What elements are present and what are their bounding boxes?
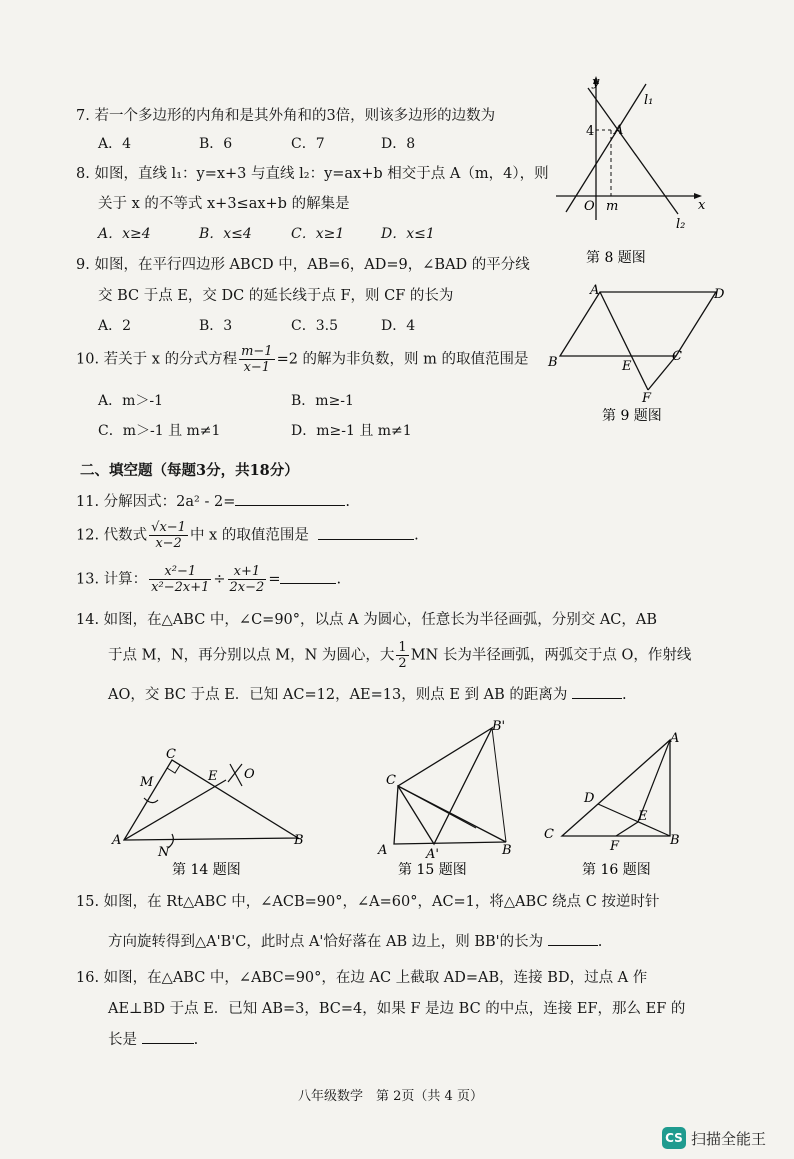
arc-o-1 [230,764,242,786]
fig16-label-a: A [670,731,680,746]
q10-option-a: A．m＞-1 [98,393,164,409]
fig16-label-b: B [670,833,680,848]
q14-stem-line2: 于点 M，N，再分别以点 M，N 为圆心，大 $\frac{1}{2}$ MN 长为半径画弧，两弧交于点 O，作射线 [108,640,692,671]
q14-half-fraction: $\frac{1}{2}$ [398,640,407,671]
triangle-abc [562,740,670,836]
fig14-label-m: M [140,775,154,790]
q9-option-a: A．2 [98,318,132,334]
fig15-label-b: B [502,843,512,858]
q12-fraction: $\frac{√x-1}{x-2}$ [151,520,186,551]
q9-stem-line1: 9. 如图，在平行四边形 ABCD 中，AB=6，AD=9，∠BAD 的平分线 [76,257,530,273]
segment-bd [598,804,670,836]
fig8-label-y: y [592,75,600,90]
q15-stem-line1: 15. 如图，在 Rt△ABC 中，∠ACB=90°，∠A=60°，AC=1，将△ABC 绕点 C 按逆时针 [76,894,660,910]
line-l2 [588,88,678,214]
fig8-label-x: x [698,198,706,213]
q13-stem: 13. 计算： $\frac{\text{x²−1}}{\text{x²−2x+1}}$ ÷ $\frac{x+1}{2x-2}$ = . [76,564,342,595]
fig8-label-m: m [606,199,619,214]
fig16-label-c: C [544,827,554,842]
figure-8-graph [548,72,708,270]
q13-fraction-1: $\frac{\text{x²−1}}{\text{x²−2x+1}}$ [151,564,210,595]
q7-option-b: B．6 [199,136,233,152]
fig14-label-n: N [158,845,170,860]
segment-ef [616,822,638,836]
fig16-label-d: D [584,791,595,806]
q8-option-a: A．x≥4 [98,226,151,242]
figure-16-triangle [540,726,690,880]
arc-o-2 [228,764,242,782]
fig8-label-4: 4 [586,124,595,139]
fig9-label-f: F [642,391,652,406]
fig14-label-a: A [112,833,122,848]
scanner-logo [662,1125,766,1151]
section-2-heading: 二、填空题（每题3分，共18分） [80,462,299,479]
fig15-label-c: C [386,773,396,788]
q13-answer-blank[interactable] [280,583,336,584]
q11-answer-blank[interactable] [235,505,345,506]
q7-stem: 7. 若一个多边形的内角和是其外角和的3倍，则该多边形的边数为 [76,108,496,124]
fig16-label-f: F [610,839,620,854]
bisector-af [600,292,648,390]
fig15-label-ap: A' [426,847,439,862]
cs-logo-icon: CS [662,1127,686,1149]
fig14-caption: 第 14 题图 [172,862,241,878]
q11-stem: 11. 分解因式：2a² - 2= . [76,494,350,510]
q10-fraction: $\frac{m-1}{x-1}$ [241,344,273,375]
fig9-label-a: A [590,283,600,298]
fig9-caption: 第 9 题图 [602,408,662,424]
q10-option-d: D．m≥-1 且 m≠1 [291,423,412,439]
fig8-label-origin: O [584,199,595,214]
q16-stem-line1: 16. 如图，在△ABC 中，∠ABC=90°，在边 AC 上截取 AD=AB，连接 BD，过点 A 作 [76,970,648,986]
triangle-abc [394,786,506,844]
triangle-apbpc [398,728,492,844]
fig9-label-b: B [548,355,558,370]
scanner-app-name: 扫描全能王 [691,1129,767,1148]
figure-9-parallelogram [544,280,734,428]
q8-option-b: B．x≤4 [199,226,252,242]
q12-stem: 12. 代数式 $\frac{√x-1}{x-2}$ 中 x 的取值范围是 . [76,520,419,551]
fig9-label-d: D [714,287,725,302]
q14-stem-line3: AO，交 BC 于点 E．已知 AC=12，AE=13，则点 E 到 AB 的距离为 . [108,687,627,703]
q10-option-c: C．m＞-1 且 m≠1 [98,423,221,439]
q10-option-b: B．m≥-1 [291,393,354,409]
fig8-label-l1: l₁ [644,93,654,108]
q16-stem-line2: AE⊥BD 于点 E．已知 AB=3，BC=4，如果 F 是边 BC 的中点，连接 EF，那么 EF 的 [108,1001,686,1017]
q9-stem-line2: 交 BC 于点 E，交 DC 的延长线于点 F，则 CF 的长为 [98,288,454,304]
fig15-caption: 第 15 题图 [398,862,467,878]
fig14-label-e: E [208,769,218,784]
q15-stem-line2: 方向旋转得到△A'B'C，此时点 A'恰好落在 AB 边上，则 BB'的长为 . [108,934,603,950]
q9-option-b: B．3 [199,318,233,334]
q15-answer-blank[interactable] [548,945,598,946]
q8-option-d: D．x≤1 [381,226,435,242]
inner-line [398,786,476,828]
q9-option-c: C．3.5 [291,318,338,334]
fig16-label-e: E [638,809,648,824]
figure-14-triangle [108,740,318,880]
q8-stem-line2: 关于 x 的不等式 x+3≤ax+b 的解集是 [98,196,350,212]
fig8-caption: 第 8 题图 [586,250,646,266]
q8-option-c: C．x≥1 [291,226,345,242]
segment-bbp [492,728,506,842]
q10-stem: 10. 若关于 x 的分式方程 $\frac{m-1}{x-1}$ =2 的解为非负数，则 m 的取值范围是 [76,344,529,375]
fig14-label-c: C [166,747,176,762]
q16-stem-line3: 长是 . [108,1032,199,1048]
line-l1 [566,84,646,212]
fig14-label-o: O [244,767,255,782]
q9-option-d: D．4 [381,318,416,334]
fig9-label-c: C [672,349,682,364]
fig14-label-b: B [294,833,304,848]
parallelogram-abcd [560,292,716,356]
q12-answer-blank[interactable] [318,539,414,540]
fig8-label-a: A [614,123,624,138]
arc-m [144,798,158,803]
q14-answer-blank[interactable] [572,698,622,699]
fig9-label-e: E [622,359,632,374]
q7-option-d: D．8 [381,136,416,152]
figure-15-rotation [376,712,526,880]
fig8-label-l2: l₂ [676,217,686,232]
q16-answer-blank[interactable] [142,1043,194,1044]
q14-stem-line1: 14. 如图，在△ABC 中，∠C=90°，以点 A 为圆心，任意长为半径画弧，分别交 AC，AB [76,612,658,628]
fig15-label-bp: B' [492,719,506,734]
q7-option-c: C．7 [291,136,325,152]
fig16-caption: 第 16 题图 [582,862,651,878]
page-footer: 八年级数学 第 2页（共 4 页） [298,1089,483,1104]
fig15-label-a: A [378,843,388,858]
q13-fraction-2: $\frac{x+1}{2x-2}$ [229,564,265,595]
q8-stem-line1: 8. 如图，直线 l₁：y=x+3 与直线 l₂：y=ax+b 相交于点 A（m，4），则 [76,166,549,182]
q7-option-a: A．4 [98,136,132,152]
